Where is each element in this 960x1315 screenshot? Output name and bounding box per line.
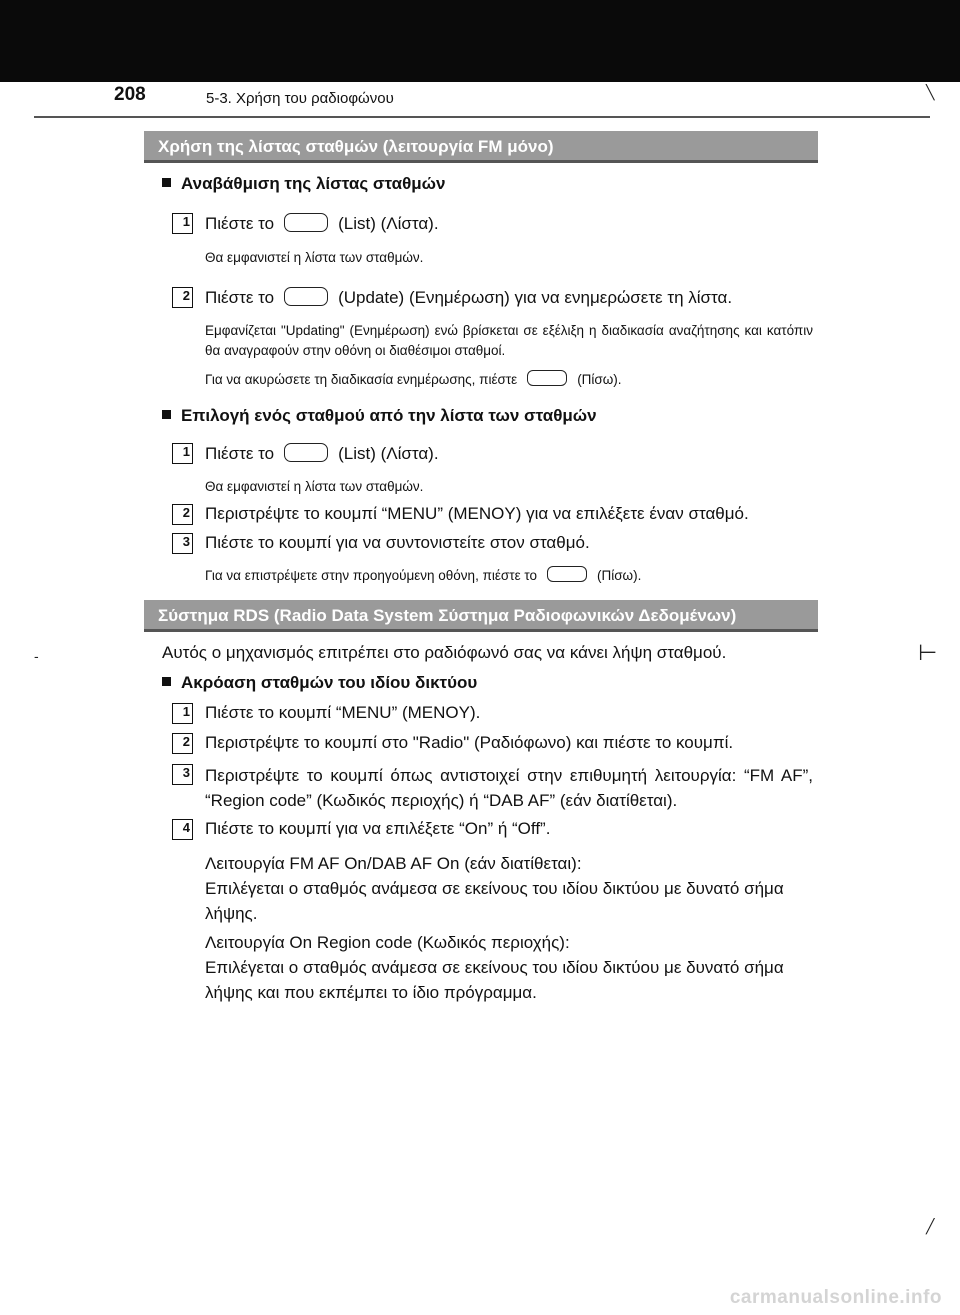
step-text: Πιέστε το (List) (Λίστα). bbox=[205, 444, 439, 463]
bullet-square-icon bbox=[162, 410, 171, 419]
step-note: Θα εμφανιστεί η λίστα των σταθμών. bbox=[205, 250, 424, 265]
back-button-icon bbox=[527, 370, 567, 386]
step-number-badge: 2 bbox=[172, 287, 193, 308]
watermark: carmanualsonline.info bbox=[729, 1287, 942, 1308]
step-text: Περιστρέψτε το κουμπί “MENU” (MENOY) για να επιλέξετε έναν σταθμό. bbox=[205, 504, 749, 523]
description-block bbox=[205, 930, 813, 1005]
bullet-square-icon bbox=[162, 178, 171, 187]
page-number: 208 bbox=[114, 84, 146, 105]
section-header-station-list bbox=[144, 131, 818, 163]
description-title: Λειτουργία On Region code (Κωδικός περιοχής): bbox=[205, 933, 570, 952]
intro-paragraph: Αυτός ο μηχανισμός επιτρέπει στο ραδιόφωνό σας να κάνει λήψη σταθμού. bbox=[162, 643, 727, 662]
step-note: Θα εμφανιστεί η λίστα των σταθμών. bbox=[205, 479, 424, 494]
list-button-icon bbox=[284, 213, 328, 232]
step-text: Περιστρέψτε το κουμπί όπως αντιστοιχεί στην επιθυμητή λειτουργία: “FM AF”, “Region code” (Κωδικός περιοχής) ή “DAB AF” (εάν διατίθεται). bbox=[205, 766, 813, 810]
step-text: Περιστρέψτε το κουμπί στο "Radio" (Ραδιόφωνο) και πιέστε το κουμπί. bbox=[205, 733, 734, 752]
crop-mark-bottom-right: ╱ bbox=[926, 1218, 935, 1234]
step-number-badge: 1 bbox=[172, 443, 193, 464]
crop-mark-top-right: ╲ bbox=[926, 84, 935, 100]
step-number-badge: 2 bbox=[172, 504, 193, 525]
step-note: Για να επιστρέψετε στην προηγούμενη οθόνη, πιέστε το (Πίσω). bbox=[205, 568, 642, 583]
chapter-title: 5-3. Χρήση του ραδιοφώνου bbox=[206, 90, 394, 107]
step-text: Πιέστε το κουμπί για να επιλέξετε “On” ή “Off”. bbox=[205, 819, 551, 838]
crop-mark-left: - bbox=[34, 648, 39, 664]
step-number-badge: 1 bbox=[172, 213, 193, 234]
step-number-badge: 2 bbox=[172, 733, 193, 754]
step-number-badge: 3 bbox=[172, 764, 193, 785]
list-button-icon bbox=[284, 443, 328, 462]
description-block bbox=[205, 851, 813, 926]
step-number-badge: 4 bbox=[172, 819, 193, 840]
crop-mark-right: ⊢ bbox=[918, 640, 938, 665]
header-rule bbox=[34, 116, 930, 118]
subheading-update-list: Αναβάθμιση της λίστας σταθμών bbox=[162, 174, 446, 194]
section-header-rds bbox=[144, 600, 818, 632]
description-title: Λειτουργία FM AF On/DAB AF On (εάν διατίθεται): bbox=[205, 854, 582, 873]
top-black-band bbox=[0, 0, 960, 82]
step-number-badge: 3 bbox=[172, 533, 193, 554]
back-button-icon bbox=[547, 566, 587, 582]
bullet-square-icon bbox=[162, 677, 171, 686]
step-text: Πιέστε το κουμπί “MENU” (MENOY). bbox=[205, 703, 481, 722]
step-number-badge: 1 bbox=[172, 703, 193, 724]
section-title: Χρήση της λίστας σταθμών (λειτουργία FM μόνο) bbox=[158, 137, 554, 156]
subheading-same-network: Ακρόαση σταθμών του ιδίου δικτύου bbox=[162, 673, 477, 693]
section-title: Σύστημα RDS (Radio Data System Σύστημα Ραδιοφωνικών Δεδομένων) bbox=[158, 606, 737, 625]
step-note: Για να ακυρώσετε τη διαδικασία ενημέρωσης, πιέστε (Πίσω). bbox=[205, 372, 622, 387]
description-body: Επιλέγεται ο σταθμός ανάμεσα σε εκείνους του ιδίου δικτύου με δυνατό σήμα λήψης και που εκπέμπει το ίδιο πρόγραμμα. bbox=[205, 958, 784, 1002]
step-text: Πιέστε το κουμπί για να συντονιστείτε στον σταθμό. bbox=[205, 533, 590, 552]
step-note: Εμφανίζεται "Updating" (Ενημέρωση) ενώ βρίσκεται σε εξέλιξη η διαδικασία αναζήτησης και κατόπιν θα αναγραφούν στην οθόνη οι διαθέσιμοι σταθμοί. bbox=[205, 323, 813, 358]
subheading-select-station: Επιλογή ενός σταθμού από την λίστα των σταθμών bbox=[162, 406, 597, 426]
update-button-icon bbox=[284, 287, 328, 306]
step-text: Πιέστε το (List) (Λίστα). bbox=[205, 214, 439, 233]
description-body: Επιλέγεται ο σταθμός ανάμεσα σε εκείνους του ιδίου δικτύου με δυνατό σήμα λήψης. bbox=[205, 879, 784, 923]
step-text: Πιέστε το (Update) (Ενημέρωση) για να ενημερώσετε τη λίστα. bbox=[205, 288, 733, 307]
